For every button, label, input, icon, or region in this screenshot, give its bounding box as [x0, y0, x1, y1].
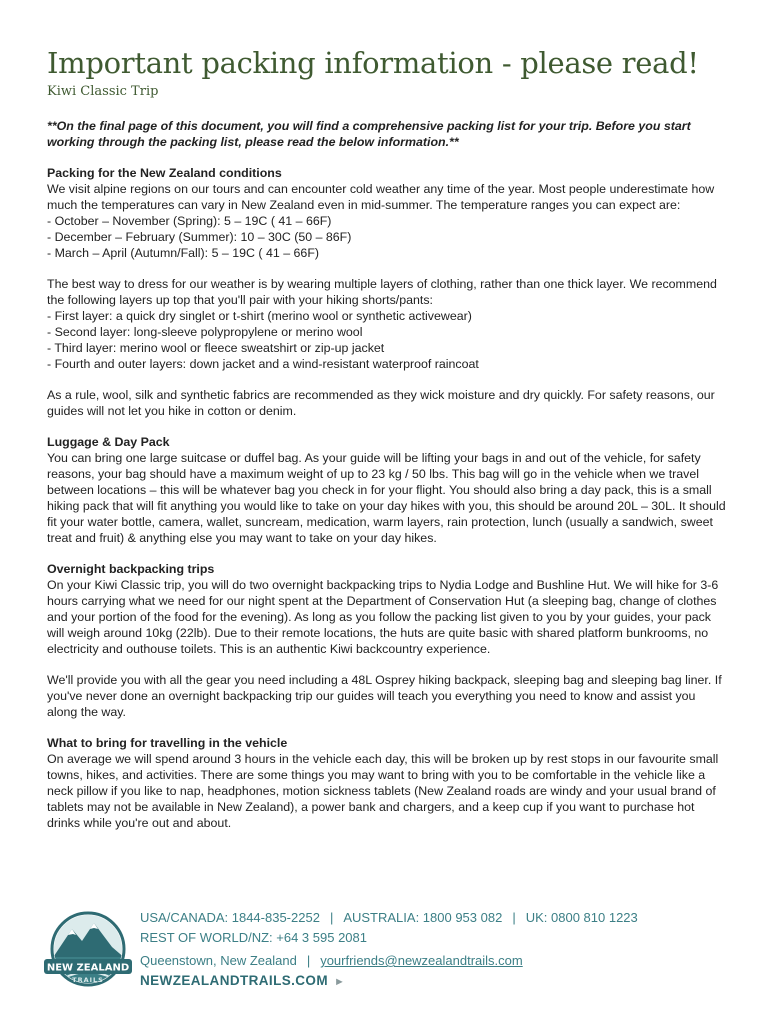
arrow-right-icon: ► — [333, 976, 345, 988]
paragraph: The best way to dress for our weather is by wearing multiple layers of clothing, rather than one thick layer. We recommend the following layers up top that you'll pair with your hiking shorts/pants: — [47, 277, 717, 307]
paragraph: We'll provide you with all the gear you need including a 48L Osprey hiking backpack, sleeping bag and sleeping bag liner. If you've never done an overnight backpacking trip our guides will teach you everything you need to know and assist you along the way. — [47, 673, 722, 719]
section-heading: Overnight backpacking trips — [47, 562, 215, 576]
location-text: Queenstown, New Zealand — [140, 953, 297, 968]
list-item: - Third layer: merino wool or fleece sweatshirt or zip-up jacket — [47, 340, 727, 356]
website-row — [140, 971, 638, 992]
temperature-list — [47, 213, 727, 261]
footer — [42, 905, 742, 995]
phone-us-canada[interactable]: USA/CANADA: 1844-835-2252 — [140, 910, 320, 925]
section-nz-conditions — [47, 165, 727, 419]
page-subtitle: Kiwi Classic Trip — [47, 84, 159, 99]
layers-list — [47, 308, 727, 372]
list-item: - October – November (Spring): 5 – 19C ( 41 – 66F) — [47, 213, 727, 229]
paragraph: We visit alpine regions on our tours and can encounter cold weather any time of the year. Most people underestimate how much the temperatures can vary in New Zealand even in mid-summer. The temperature ranges you can expect are: — [47, 182, 715, 212]
section-overnight — [47, 561, 727, 720]
location-row — [140, 951, 638, 971]
page-title: Important packing information - please read! — [47, 46, 699, 80]
list-item: - December – February (Summer): 10 – 30C (50 – 86F) — [47, 229, 727, 245]
section-luggage — [47, 434, 727, 546]
section-heading: Packing for the New Zealand conditions — [47, 166, 282, 180]
intro-note: **On the final page of this document, you will find a comprehensive packing list for your trip. Before you start working through the packing list, please read the below information.** — [47, 119, 691, 149]
section-heading: Luggage & Day Pack — [47, 435, 170, 449]
list-item: - First layer: a quick dry singlet or t-shirt (merino wool or synthetic activewear) — [47, 308, 727, 324]
new-zealand-trails-logo[interactable] — [42, 909, 134, 989]
section-vehicle — [47, 735, 727, 831]
paragraph: On average we will spend around 3 hours in the vehicle each day, this will be broken up by rest stops in our favourite small towns, hikes, and activities. There are some things you may want to bring with you to be comfortable in the vehicle like a neck pillow if you like to nap, headphones, motion sickness tablets (New Zealand roads are windy and your usual brand of tablets may not be available in New Zealand), a power bank and chargers, and a keep cup if you want to purchase hot drinks while you're out and about. — [47, 752, 719, 830]
list-item: - March – April (Autumn/Fall): 5 – 19C ( 41 – 66F) — [47, 245, 727, 261]
contact-block — [140, 908, 638, 992]
separator: | — [512, 910, 516, 925]
document-page — [47, 44, 727, 831]
phone-rest-of-world[interactable]: REST OF WORLD/NZ: +64 3 595 2081 — [140, 930, 367, 945]
paragraph: You can bring one large suitcase or duffel bag. As your guide will be lifting your bags in and out of the vehicle, for safety reasons, your bag should have a maximum weight of up to 23 kg / 50 lbs. This bag will go in the vehicle when we travel between locations – this will be whatever bag you check in for your flight. You should also bring a day pack, this is a small hiking pack that will fit anything you would like to take on your day hikes with you, this should be around 20L – 30L. It should fit your water bottle, camera, wallet, suncream, medication, warm layers, rain protection, lunch (usually a sandwich, sweet treat and fruit) & anything else you may want to take on your day hikes. — [47, 451, 726, 545]
email-link[interactable]: yourfriends@newzealandtrails.com — [320, 953, 523, 968]
paragraph: On your Kiwi Classic trip, you will do two overnight backpacking trips to Nydia Lodge and Bushline Hut. We will hike for 3-6 hours carrying what we need for our night spent at the Department of Conservation Hut (a sleeping bag, change of clothes and your portion of the food for the evening). As long as you follow the packing list given to you by your guides, your pack will weigh around 10kg (22lb). Due to their remote locations, the huts are quite basic with shared platform bunkrooms, no electricity and outhouse toilets. This is an authentic Kiwi backcountry experience. — [47, 578, 719, 656]
contact-phones-row — [140, 908, 638, 928]
phone-uk[interactable]: UK: 0800 810 1223 — [525, 910, 638, 925]
list-item: - Second layer: long-sleeve polypropylene or merino wool — [47, 324, 727, 340]
phone-australia[interactable]: AUSTRALIA: 1800 953 082 — [343, 910, 503, 925]
separator: | — [306, 953, 311, 968]
list-item: - Fourth and outer layers: down jacket and a wind-resistant waterproof raincoat — [47, 356, 727, 372]
website-link[interactable]: NEWZEALANDTRAILS.COM — [140, 973, 328, 988]
logo-text-top: NEW ZEALAND — [46, 962, 130, 974]
separator: | — [329, 910, 334, 925]
logo-text-bottom: TRAILS — [72, 976, 104, 984]
paragraph: As a rule, wool, silk and synthetic fabrics are recommended as they wick moisture and dry quickly. For safety reasons, our guides will not let you hike in cotton or denim. — [47, 388, 715, 418]
section-heading: What to bring for travelling in the vehicle — [47, 736, 288, 750]
